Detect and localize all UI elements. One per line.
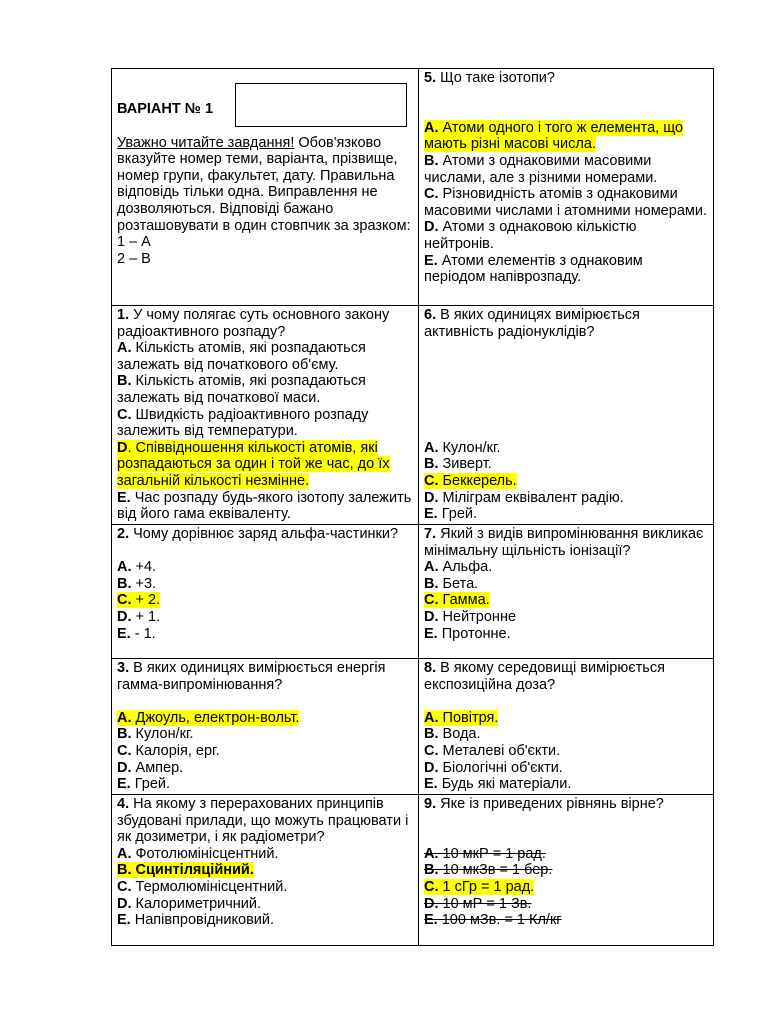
answer-option: E. 100 мЗв. = 1 Кл/кг xyxy=(424,912,562,929)
answer-option: E. Протонне. xyxy=(424,625,511,642)
answer-option: E. - 1. xyxy=(117,625,156,642)
answer-option: D. + 1. xyxy=(117,608,161,625)
answer-option: D. Міліграм еквівалент радію. xyxy=(424,489,624,506)
question-cell-9 xyxy=(419,795,714,946)
question-text: 7. Який з видів випромінювання викликає мінімальну щільність іонізації? xyxy=(424,526,704,559)
answer-option: E. Атоми елементів з однаковим періодом напіврозпаду. xyxy=(424,252,643,286)
answer-option: C. Швидкість радіоактивного розпаду залежить від температури. xyxy=(117,406,369,440)
table-row xyxy=(112,659,714,795)
answer-option: A. Альфа. xyxy=(424,559,493,576)
answer-option: B. Кулон/кг. xyxy=(117,726,194,743)
answer-option: A. Кількість атомів, які розпадаються залежать від початкового об'єму. xyxy=(117,340,366,373)
question-cell-6 xyxy=(419,306,714,525)
answer-option: D. Ампер. xyxy=(117,759,184,776)
answer-option: D. Біологічні об'єкти. xyxy=(424,759,563,776)
quiz-table xyxy=(111,68,714,946)
example-line: 2 – В xyxy=(117,250,151,267)
table-row xyxy=(112,69,714,306)
answer-option: B. Атоми з однаковими масовими числами, але з різними номерами. xyxy=(424,152,658,186)
table-row xyxy=(112,795,714,946)
instructions xyxy=(117,135,413,235)
question-cell-1 xyxy=(112,306,419,525)
question-text: 4. На якому з перерахованих принципів збудовані прилади, що можуть працювати і як дозиметри, і як радіометри? xyxy=(117,796,409,846)
question-cell-8 xyxy=(419,659,714,795)
answer-option: B. Зиверт. xyxy=(424,456,492,473)
answer-option: E. Грей. xyxy=(424,506,478,523)
answer-option: D. Співвідношення кількості атомів, які розпадаються за один і той же час, до їх загальній кількості незмінне. xyxy=(117,439,390,489)
answer-option: C. Термолюмінісцентний. xyxy=(117,878,288,895)
answer-option: E. Будь які матеріали. xyxy=(424,776,572,793)
answer-option: C. Калорія, ерг. xyxy=(117,742,220,759)
question-cell-5 xyxy=(419,69,714,306)
answer-option: D. Нейтронне xyxy=(424,608,517,625)
student-name-box[interactable] xyxy=(235,83,407,127)
answer-option: B. Кількість атомів, які розпадаються залежать від початкової маси. xyxy=(117,373,366,406)
question-cell-2 xyxy=(112,525,419,659)
answer-option: B. Бета. xyxy=(424,575,479,592)
answer-option: A. Джоуль, електрон-вольт. xyxy=(117,709,300,726)
table-row xyxy=(112,306,714,525)
question-text: 1. У чому полягає суть основного закону радіоактивного розпаду? xyxy=(117,307,390,340)
question-cell-3 xyxy=(112,659,419,795)
question-text: 8. В якому середовищі вимірюється експозиційна доза? xyxy=(424,660,665,693)
answer-option: E. Грей. xyxy=(117,776,171,793)
question-text: 3. В яких одиницях вимірюється енергія гамма-випромінювання? xyxy=(117,660,386,693)
answer-option: A. Кулон/кг. xyxy=(424,439,501,456)
answer-option: A. Фотолюмінісцентний. xyxy=(117,845,279,862)
answer-option: C. Металеві об'єкти. xyxy=(424,742,561,759)
instructions-text: Обов'язково вказуйте номер теми, варіанта, прізвище, номер групи, факультет, дату. Правильна відповідь тільки одна. Виправлення не дозволяються. Відповіді бажано розташовувати в один стовпчик за зразком: xyxy=(117,134,411,234)
header-cell xyxy=(112,69,419,306)
answer-option: D. Калориметричний. xyxy=(117,895,262,912)
answer-option: D. 10 мР = 1 Зв. xyxy=(424,895,532,912)
question-text: 6. В яких одиницях вимірюється активність радіонуклідів? xyxy=(424,307,640,340)
answer-option: B. Вода. xyxy=(424,726,481,743)
answer-option: A. Атоми одного і того ж елемента, що мають різні масові числа. xyxy=(424,119,684,153)
question-text: 5. Що таке ізотопи? xyxy=(424,70,555,86)
table-row xyxy=(112,525,714,659)
answer-option: C. Різновидність атомів з однаковими масовими числами і атомними номерами. xyxy=(424,186,707,219)
question-cell-4 xyxy=(112,795,419,946)
answer-option: B. +3. xyxy=(117,575,157,592)
answer-option: D. Атоми з однаковою кількістю нейтронів. xyxy=(424,219,637,252)
answer-option: B. 10 мкЗв = 1 бер. xyxy=(424,862,553,879)
answer-option: E. Час розпаду будь-якого ізотопу залежить від його гама еквіваленту. xyxy=(117,489,412,523)
answer-option: E. Напівпровідниковий. xyxy=(117,912,275,929)
variant-title: ВАРІАНТ № 1 xyxy=(117,101,214,117)
answer-option: C. Гамма. xyxy=(424,592,490,609)
question-cell-7 xyxy=(419,525,714,659)
question-text: 2. Чому дорівнює заряд альфа-частинки? xyxy=(117,526,399,542)
answer-option: A. Повітря. xyxy=(424,709,499,726)
attention-text: Уважно читайте завдання! xyxy=(117,134,295,151)
answer-option: C. Беккерель. xyxy=(424,472,517,489)
question-text: 9. Яке із приведених рівнянь вірне? xyxy=(424,796,664,812)
answer-option: A. 10 мкР = 1 рад. xyxy=(424,845,546,862)
answer-option: C. 1 сГр = 1 рад. xyxy=(424,878,535,895)
answer-option: B. Сцинтіляційний. xyxy=(117,862,254,879)
answer-option: C. + 2. xyxy=(117,592,161,609)
answer-option: A. +4. xyxy=(117,559,157,576)
example-line: 1 – А xyxy=(117,234,151,251)
